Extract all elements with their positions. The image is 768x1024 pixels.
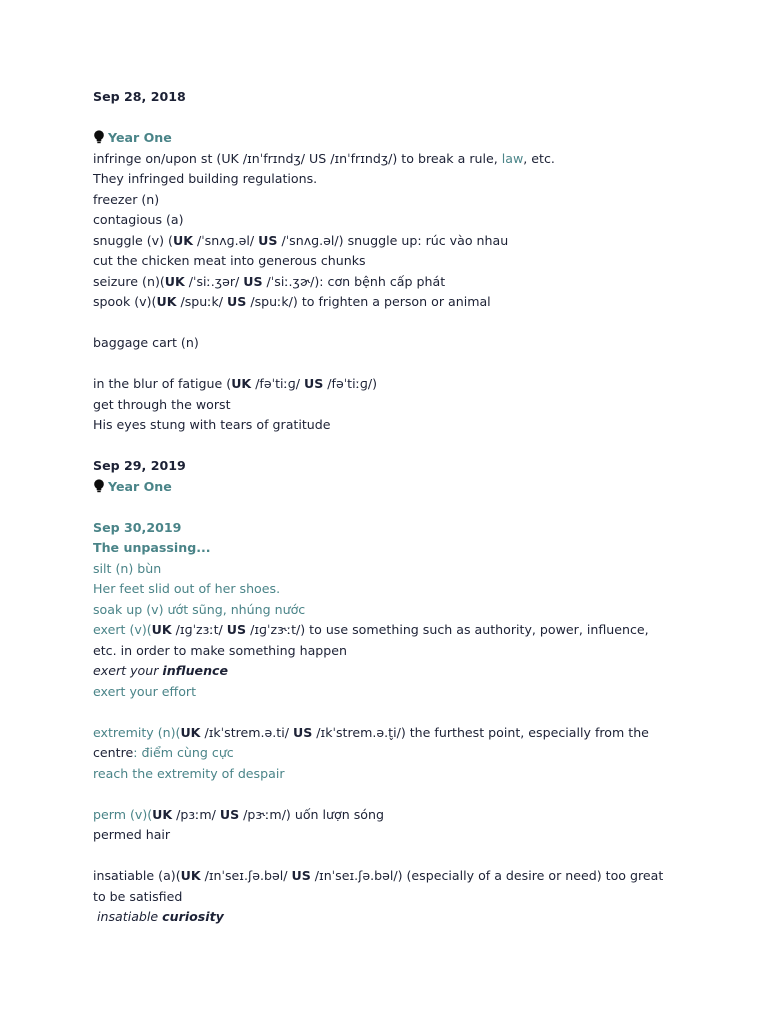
vocab-entry-freezer: freezer (n) — [93, 191, 160, 207]
vocab-entry-insatiable: insatiable (a)(UK /ɪnˈseɪ.ʃə.bəl/ US /ɪnˈseɪ.ʃə.bəl/) (especially of a desire or need) too great to be satisfied — [93, 868, 664, 904]
spacer — [93, 354, 673, 375]
spacer — [93, 784, 673, 805]
vocab-entry-baggage: baggage cart (n) — [93, 335, 199, 350]
section-heading-text: Year One — [108, 478, 172, 494]
spacer — [93, 846, 673, 867]
lightbulb-icon — [93, 479, 105, 493]
vocab-entry-silt: silt (n) bùn — [93, 560, 162, 576]
vocab-entry-fatigue: in the blur of fatigue (UK /fəˈtiːɡ/ US /fəˈtiːɡ/) — [93, 376, 378, 391]
example-sentence: Her feet slid out of her shoes. — [93, 581, 281, 596]
vocab-entry-perm: perm (v)(UK /pɜːm/ US /pɝːm/) uốn lượn sóng — [93, 806, 384, 822]
section-heading — [93, 128, 673, 149]
example-phrase: exert your influence — [93, 663, 229, 678]
example-sentence: They infringed building regulations. — [93, 171, 318, 186]
vocab-entry-spook: spook (v)(UK /spuːk/ US /spuːk/) to frighten a person or animal — [93, 294, 491, 309]
spacer — [93, 436, 673, 457]
vocab-entry-soak: soak up (v) ướt sũng, nhúng nước — [93, 601, 306, 617]
vocab-entry-extremity: extremity (n)(UK /ɪkˈstrem.ə.ti/ US /ɪkˈstrem.ə.t̬i/) the furthest point, especially from the centre: điểm cùng cực — [93, 724, 649, 760]
example-phrase: exert your effort — [93, 683, 197, 699]
spacer — [93, 108, 673, 129]
date-heading: Sep 29, 2019 — [93, 458, 186, 473]
vocab-entry-exert: exert (v)(UK /ɪɡˈzɜːt/ US /ɪɡˈzɝːt/) to use something such as authority, power, influence, etc. in order to make something happen — [93, 622, 649, 658]
lightbulb-icon — [93, 130, 105, 144]
vocab-entry-seizure: seizure (n)(UK /ˈsiː.ʒər/ US /ˈsiː.ʒɚ/): cơn bệnh cấp phát — [93, 273, 446, 289]
vocab-entry-snuggle: snuggle (v) (UK /ˈsnʌɡ.əl/ US /ˈsnʌɡ.əl/) snuggle up: rúc vào nhau — [93, 232, 509, 248]
section-heading-text: Year One — [108, 130, 172, 145]
example-phrase: permed hair — [93, 827, 171, 842]
example-phrase: insatiable curiosity — [93, 909, 224, 924]
date-heading: Sep 30,2019 — [93, 519, 182, 535]
example-sentence: His eyes stung with tears of gratitude — [93, 417, 331, 432]
example-sentence: cut the chicken meat into generous chunks — [93, 253, 366, 268]
example-phrase: reach the extremity of despair — [93, 765, 285, 781]
document-page — [93, 87, 673, 928]
date-heading: Sep 28, 2018 — [93, 89, 186, 104]
example-sentence: get through the worst — [93, 396, 231, 412]
spacer — [93, 497, 673, 518]
vocab-entry-contagious: contagious (a) — [93, 212, 184, 227]
section-title: The unpassing... — [93, 540, 211, 555]
spacer — [93, 702, 673, 723]
vocab-entry-infringe: infringe on/upon st (UK /ɪnˈfrɪndʒ/ US /ɪnˈfrɪndʒ/) to break a rule, law, etc. — [93, 150, 555, 166]
section-heading — [93, 477, 673, 498]
spacer — [93, 313, 673, 334]
